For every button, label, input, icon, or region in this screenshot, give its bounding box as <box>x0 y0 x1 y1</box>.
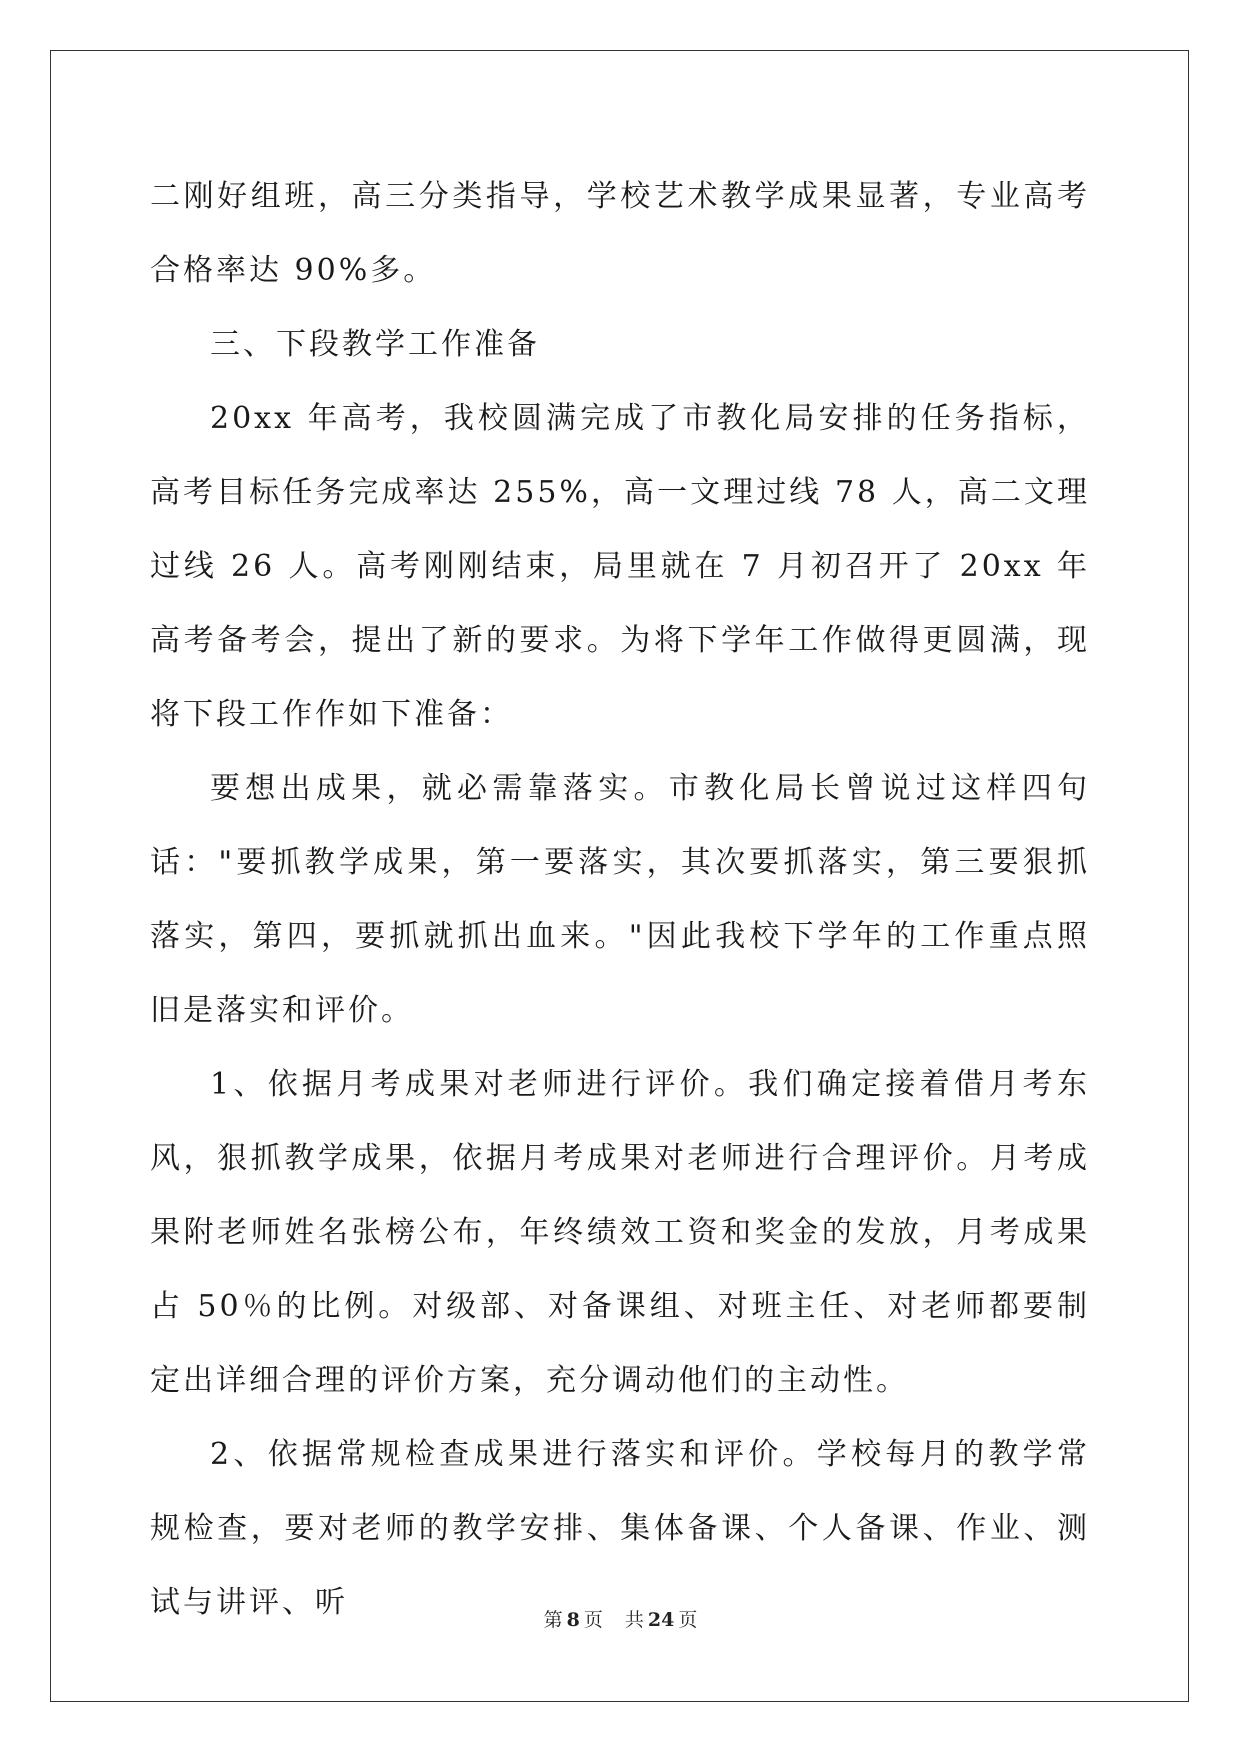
total-suffix: 页 <box>678 1609 698 1631</box>
page-suffix: 页 <box>583 1609 603 1631</box>
page-current: 8 <box>566 1609 580 1631</box>
section-heading: 三、下段教学工作准备 <box>210 327 540 362</box>
paragraph-1: 二刚好组班，高三分类指导，学校艺术教学成果显著，专业高考合格率达 90%多。 <box>150 179 1090 288</box>
page-prefix: 第 <box>543 1609 563 1631</box>
paragraph-5: 2、依据常规检查成果进行落实和评价。学校每月的教学常规检查，要对老师的教学安排、集体备课、个人备课、作业、测试与讲评、听 <box>150 1437 1090 1620</box>
paragraph-2: 20xx 年高考，我校圆满完成了市教化局安排的任务指标，高考目标任务完成率达 255%，高一文理过线 78 人，高二文理过线 26 人。高考刚刚结束，局里就在 7 月初召开了 20xx 年高考备考会，提出了新的要求。为将下学年工作做得更圆满，现将下段工作作如下准备： <box>150 401 1090 732</box>
page-footer <box>0 1605 1241 1632</box>
paragraph-3: 要想出成果，就必需靠落实。市教化局长曾说过这样四句话："要抓教学成果，第一要落实，其次要抓落实，第三要狠抓落实，第四，要抓就抓出血来。"因此我校下学年的工作重点照旧是落实和评价。 <box>150 771 1090 1028</box>
document-body <box>150 160 1090 1640</box>
page-total: 24 <box>647 1609 675 1631</box>
paragraph-4: 1、依据月考成果对老师进行评价。我们确定接着借月考东风，狠抓教学成果，依据月考成果对老师进行合理评价。月考成果附老师姓名张榜公布，年终绩效工资和奖金的发放，月考成果占 50％的比例。对级部、对备课组、对班主任、对老师都要制定出详细合理的评价方案，充分调动他们的主动性。 <box>150 1067 1090 1398</box>
total-prefix: 共 <box>624 1609 644 1631</box>
